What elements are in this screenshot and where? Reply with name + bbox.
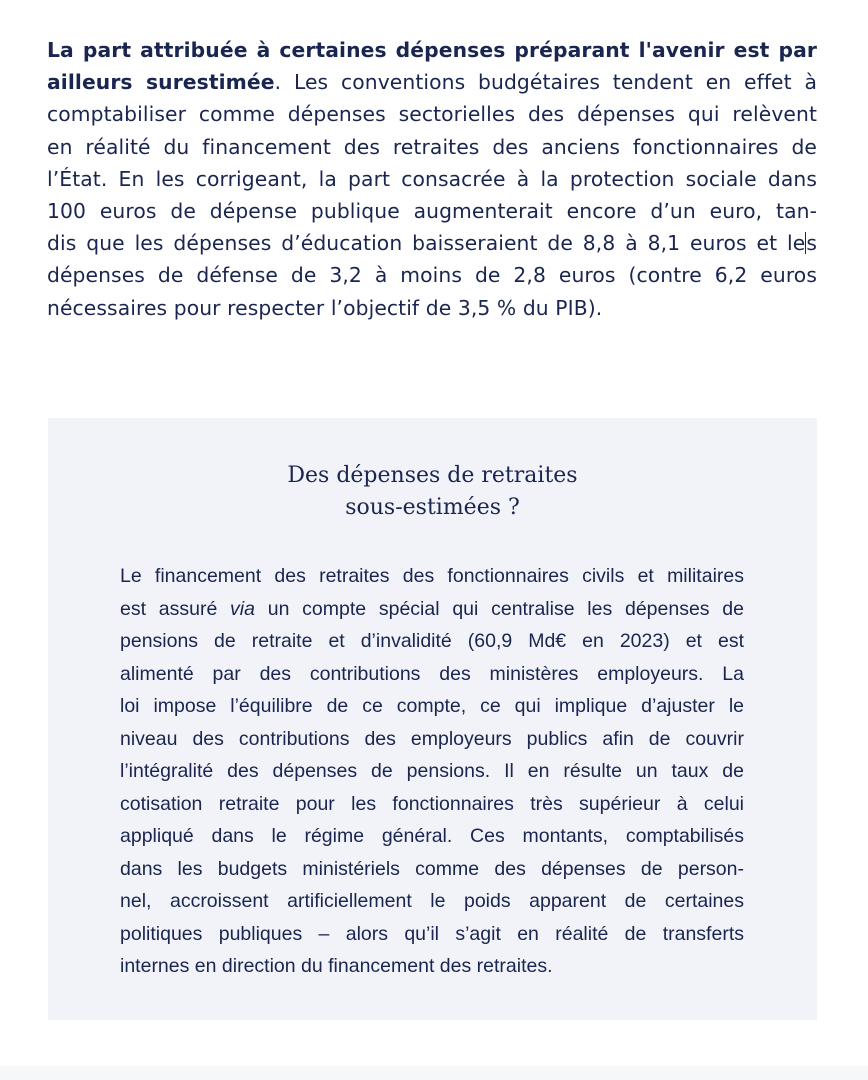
box-title-line-2: sous-estimées ? (345, 495, 520, 520)
box-line-4: alimenté par des contributions des ministères employeurs. La (120, 662, 744, 685)
info-box (48, 418, 817, 1020)
main-line-7 (47, 227, 817, 259)
box-line-13: internes en direction du financement des retraites. (120, 955, 553, 977)
main-line-4: en réalité du financement des retraites des anciens fonctionnaires de (47, 134, 817, 159)
box-line-2-a: est assuré (120, 597, 231, 620)
box-line-5: loi impose l’équilibre de ce compte, ce qui implique d’ajuster le (120, 695, 744, 717)
box-line-3: pensions de retraite et d’invalidité (60,9 Md€ en 2023) et est (120, 630, 744, 652)
bold-lead-2: ailleurs surestimée (47, 70, 275, 95)
bottom-strip (0, 1066, 868, 1080)
box-line-1: Le financement des retraites des fonctionnaires civils et militaires (120, 565, 744, 587)
box-line-12: politiques publiques – alors qu’il s’agit en réalité de transferts (120, 922, 744, 945)
main-line-7-b: s (806, 231, 817, 256)
box-line-2-b: un compte spécial qui centralise les dépenses de (254, 597, 744, 620)
box-body (120, 560, 744, 983)
main-line-7-a: dis que les dépenses d’éducation baisseraient de 8,8 à 8,1 euros et le (47, 231, 806, 256)
box-line-11: nel, accroissent artificiellement le poids apparent de certaines (120, 890, 744, 912)
box-line-10: dans les budgets ministériels comme des dépenses de person- (120, 857, 744, 880)
bold-lead-1: La part attribuée à certaines dépenses préparant l'avenir est par (47, 38, 817, 62)
main-line-9: nécessaires pour respecter l’objectif de 3,5 % du PIB). (47, 295, 603, 320)
box-line-8: cotisation retraite pour les fonctionnaires très supérieur à celui (120, 792, 744, 815)
main-line-8: dépenses de défense de 3,2 à moins de 2,8 euros (contre 6,2 euros (47, 263, 817, 288)
box-title-line-1: Des dépenses de retraites (287, 463, 578, 488)
main-paragraph (47, 34, 817, 324)
main-line-5: l’État. En les corrigeant, la part consacrée à la protection sociale dans (47, 166, 817, 191)
box-title (48, 460, 817, 524)
main-line-2-rest: . Les conventions budgétaires tendent en effet à (274, 70, 817, 95)
box-line-6: niveau des contributions des employeurs publics afin de couvrir (120, 727, 744, 750)
main-line-3: comptabiliser comme dépenses sectorielles des dépenses qui relèvent (47, 102, 817, 127)
box-line-7: l’intégralité des dépenses de pensions. Il en résulte un taux de (120, 760, 744, 782)
box-line-9: appliqué dans le régime général. Ces montants, comptabilisés (120, 825, 744, 847)
main-line-6: 100 euros de dépense publique augmenterait encore d’un euro, tan- (47, 199, 817, 224)
box-line-2 (120, 593, 744, 626)
main-line-2 (47, 66, 817, 98)
box-line-2-italic: via (230, 597, 255, 620)
main-line-1 (47, 34, 817, 66)
